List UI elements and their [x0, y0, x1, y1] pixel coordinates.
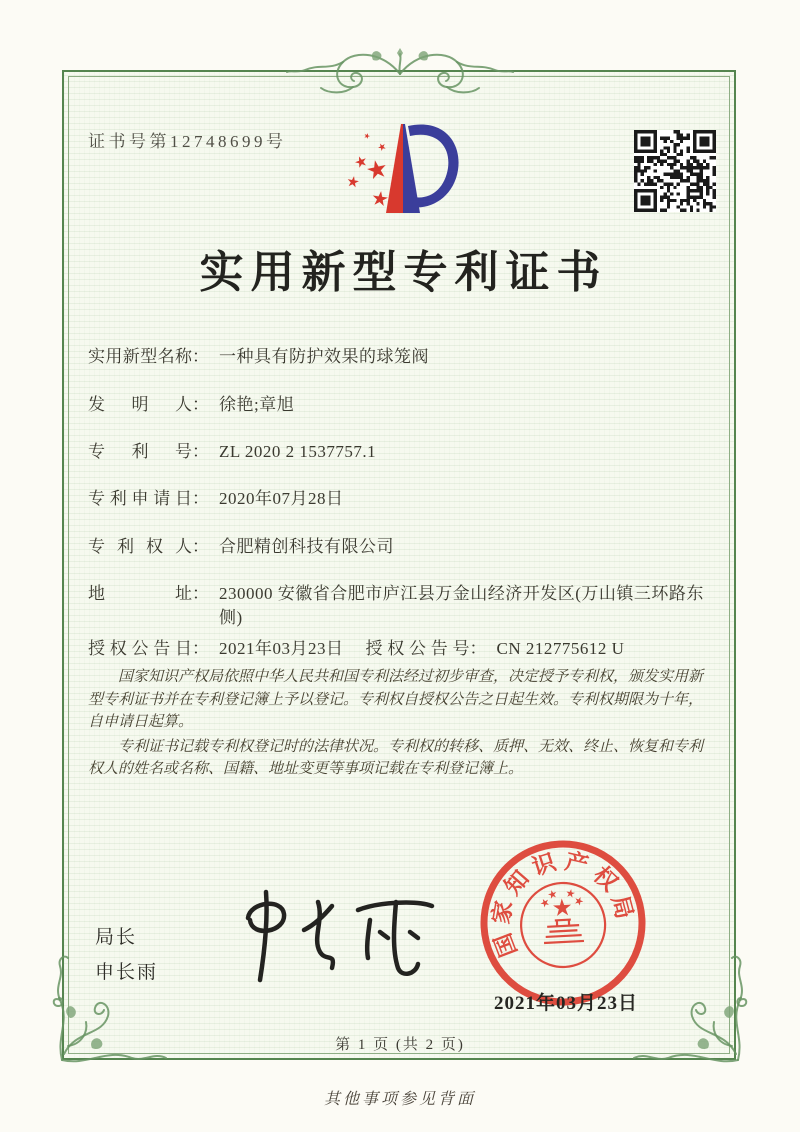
director-signature-icon — [220, 880, 440, 995]
field-value: 230000 安徽省合肥市庐江县万金山经济开发区(万山镇三环路东侧) — [219, 584, 704, 627]
field-label: 专利权人 — [88, 537, 192, 556]
back-side-note: 其他事项参见背面 — [323, 1091, 476, 1108]
field-list — [88, 345, 714, 661]
field-value: 徐艳;章旭 — [219, 395, 295, 414]
field-label: 授权公告日 — [88, 639, 192, 658]
legal-paragraph-1: 国家知识产权局依照中华人民共和国专利法经过初步审查，决定授予专利权，颁发实用新型专利证书并在专利登记簿上予以登记。专利权自授权公告之日起生效。专利权期限为十年，自申请日起算。 — [88, 669, 704, 730]
svg-text:家: 家 — [488, 898, 518, 926]
field-label: 专利申请日 — [88, 489, 192, 508]
field-label: 实用新型名称 — [88, 347, 192, 366]
svg-text:国: 国 — [490, 929, 522, 961]
svg-text:权: 权 — [588, 862, 623, 896]
field-value: CN 212775612 U — [496, 639, 625, 658]
legal-text — [88, 666, 714, 781]
field-value: 2020年07月28日 — [219, 489, 344, 508]
certificate-number: 证书号第12748699号 — [88, 132, 287, 151]
field-row-name: 实用新型名称： 一种具有防护效果的球笼阀 — [88, 345, 714, 369]
top-floral-ornament-icon — [285, 44, 515, 96]
cnipa-logo-icon — [330, 110, 480, 235]
field-row-patentee: 专利权人： 合肥精创科技有限公司 — [88, 535, 714, 559]
field-label: 地址 — [88, 584, 192, 603]
svg-text:知: 知 — [499, 865, 534, 900]
certificate-title: 实用新型专利证书 — [199, 248, 608, 297]
field-row-patent-no: 专利号： ZL 2020 2 1537757.1 — [88, 440, 714, 464]
field-row-filing-date: 专利申请日： 2020年07月28日 — [88, 487, 714, 511]
field-row-inventor: 发明人： 徐艳;章旭 — [88, 393, 714, 417]
seal-date: 2021年03月23日 — [493, 993, 638, 1014]
field-label: 发明人 — [88, 395, 192, 414]
field-row-address: 地址： 230000 安徽省合肥市庐江县万金山经济开发区(万山镇三环路东侧) — [88, 582, 714, 630]
page-number: 第 1 页 (共 2 页) — [335, 1037, 465, 1053]
field-label: 专利号 — [88, 442, 192, 461]
field-value: 合肥精创科技有限公司 — [219, 537, 394, 556]
field-row-grant: 授权公告日： 2021年03月23日 授权公告号： CN 212775612 U — [88, 637, 714, 661]
svg-text:局: 局 — [607, 892, 638, 922]
field-value: 2021年03月23日 — [219, 639, 344, 658]
field-value: 一种具有防护效果的球笼阀 — [219, 347, 429, 366]
field-label: 授权公告号 — [365, 639, 470, 658]
svg-text:识: 识 — [529, 849, 559, 881]
field-value: ZL 2020 2 1537757.1 — [219, 442, 377, 461]
svg-text:产: 产 — [562, 848, 591, 879]
officer-title: 局长 — [95, 927, 138, 948]
qr-code-icon — [634, 130, 716, 212]
legal-paragraph-2: 专利证书记载专利权登记时的法律状况。专利权的转移、质押、无效、终止、恢复和专利权人的姓名或名称、国籍、地址变更等事项记载在专利登记簿上。 — [88, 738, 704, 777]
officer-name: 申长雨 — [95, 962, 159, 983]
officer-block — [95, 920, 158, 990]
